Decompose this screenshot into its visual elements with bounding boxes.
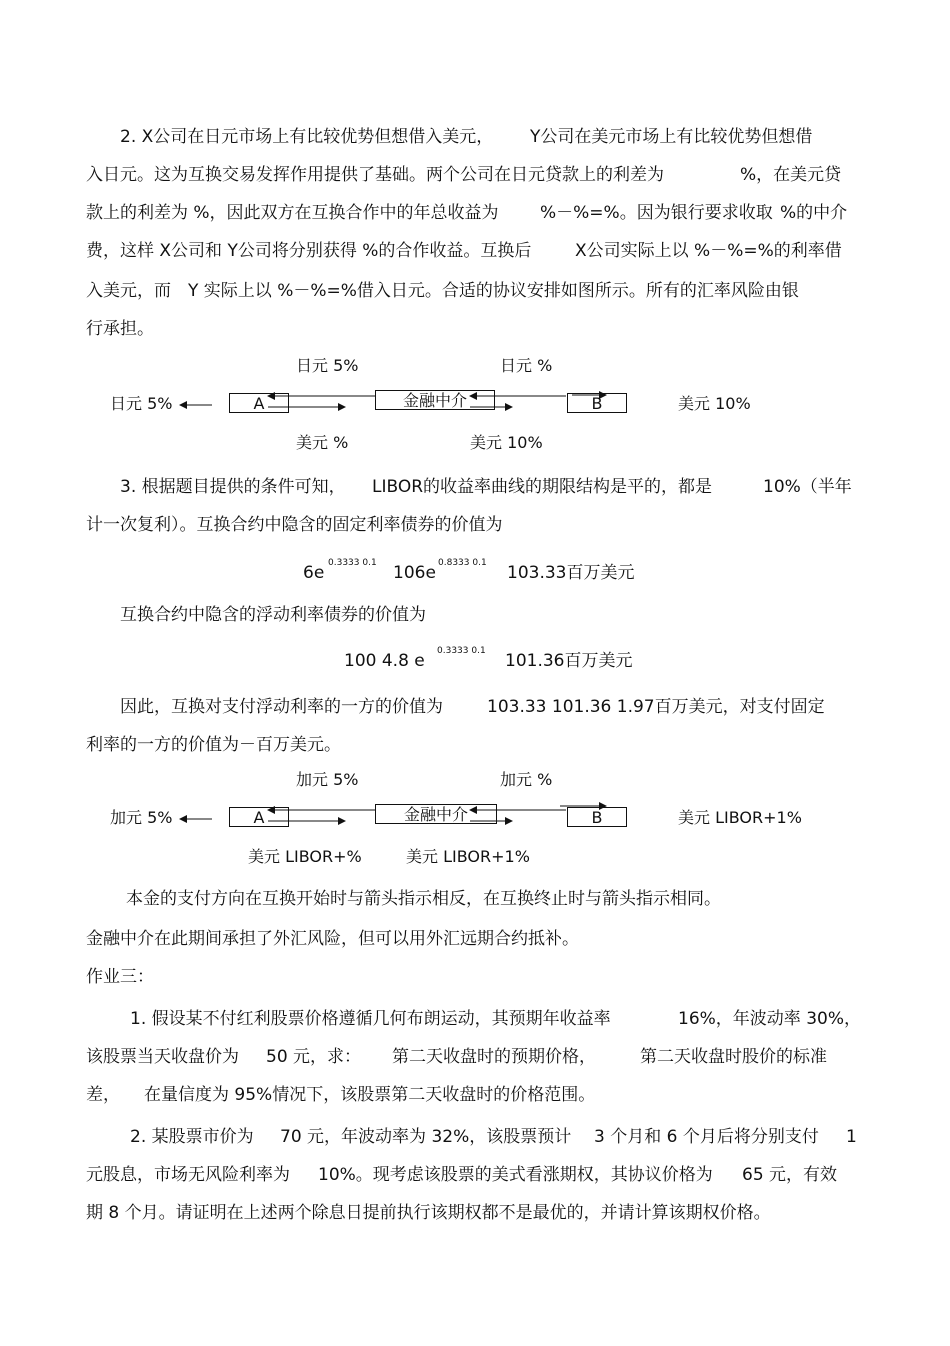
diagram1-bottom-left-label: 美元 %: [296, 433, 349, 452]
diagram1-box-intermediary: 金融中介: [375, 390, 495, 410]
hw2-line1c: 3 个月和 6 个月后将分别支付: [594, 1127, 819, 1147]
equation2-term: 100 4.8 e: [344, 651, 425, 671]
homework-3-title: 作业三：: [86, 967, 154, 987]
hw1-line2d: 第二天收盘时股价的标准: [640, 1047, 827, 1067]
para3-line1b: LIBOR的收益率曲线的期限结构是平的，都是: [372, 477, 713, 497]
diagram2-box-intermediary: 金融中介: [375, 804, 497, 824]
equation1-term1-exponent: 0.3333 0.1: [328, 558, 377, 568]
diagram2-box-b: B: [567, 807, 627, 827]
para3-line4b: 103.33 101.36 1.97百万美元，对支付固定: [487, 697, 825, 717]
diagram1-top-left-label: 日元 5%: [296, 356, 359, 375]
para2-line6: 行承担。: [86, 319, 154, 339]
hw1-line1a: 1. 假设某不付红利股票价格遵循几何布朗运动，其预期年收益率: [130, 1009, 611, 1029]
para2-line5b: Y 实际上以 %－%=%借入日元。合适的协议安排如图所示。所有的汇率风险由银: [188, 281, 799, 301]
diagram2-top-left-label: 加元 5%: [296, 770, 359, 789]
para3-line1c: 10%（半年: [763, 477, 852, 497]
para3-line2: 计一次复利）。互换合约中隐含的固定利率债券的价值为: [86, 515, 503, 535]
note-line1: 本金的支付方向在互换开始时与箭头指示相反，在互换终止时与箭头指示相同。: [126, 889, 721, 909]
equation2-result: 101.36百万美元: [505, 651, 633, 671]
hw1-line3b: 在量信度为 95%情况下，该股票第二天收盘时的价格范围。: [144, 1085, 596, 1105]
diagram2-bottom-right-label: 美元 LIBOR+1%: [406, 847, 530, 866]
hw2-line2c: 65 元，有效: [742, 1165, 838, 1185]
hw2-line1b: 70 元，年波动率为 32%，该股票预计: [280, 1127, 572, 1147]
hw2-line1d: 1: [846, 1127, 857, 1147]
diagram1-bottom-right-label: 美元 10%: [470, 433, 543, 452]
hw1-line2a: 该股票当天收盘价为: [86, 1047, 239, 1067]
hw2-line1a: 2. 某股票市价为: [130, 1127, 254, 1147]
equation1-result: 103.33百万美元: [507, 563, 635, 583]
para2-line5a: 入美元，而: [86, 281, 171, 301]
diagram1-right-label: 美元 10%: [678, 394, 751, 413]
diagram2-top-right-label: 加元 %: [500, 770, 553, 789]
para2-line3a: 款上的利差为 %，因此双方在互换合作中的年总收益为: [86, 203, 499, 223]
equation2-term-exponent: 0.3333 0.1: [437, 646, 486, 656]
hw1-line2c: 第二天收盘时的预期价格，: [392, 1047, 596, 1067]
diagram2-box-a: A: [229, 807, 289, 827]
hw2-line2b: 10%。现考虑该股票的美式看涨期权，其协议价格为: [318, 1165, 713, 1185]
equation1-term2: 106e: [393, 563, 436, 583]
diagram1-box-b: B: [567, 393, 627, 413]
para3-line4a: 因此，互换对支付浮动利率的一方的价值为: [120, 697, 443, 717]
para3-line5: 利率的一方的价值为－百万美元。: [86, 735, 341, 755]
equation1-term1: 6e: [303, 563, 325, 583]
diagram1-left-label: 日元 5%: [110, 394, 173, 413]
hw1-line3a: 差，: [86, 1085, 120, 1105]
para3-line1a: 3. 根据题目提供的条件可知，: [120, 477, 346, 497]
hw1-line1b: 16%，年波动率 30%，: [678, 1009, 861, 1029]
hw1-line2b: 50 元，求：: [266, 1047, 362, 1067]
diagram2-left-label: 加元 5%: [110, 808, 173, 827]
diagram2-bottom-left-label: 美元 LIBOR+%: [248, 847, 362, 866]
para2-line4a: 费，这样 X公司和 Y公司将分别获得 %的合作收益。互换后: [86, 241, 532, 261]
para2-line2b: %，在美元贷: [740, 165, 842, 185]
diagram2-right-label: 美元 LIBOR+1%: [678, 808, 802, 827]
para2-line1b: Y公司在美元市场上有比较优势但想借: [530, 127, 813, 147]
para2-line4b: X公司实际上以 %－%=%的利率借: [575, 241, 842, 261]
para2-line1a: 2. X公司在日元市场上有比较优势但想借入美元，: [120, 127, 494, 147]
para3-line3: 互换合约中隐含的浮动利率债券的价值为: [120, 605, 426, 625]
diagram1-box-a: A: [229, 393, 289, 413]
para2-line2a: 入日元。这为互换交易发挥作用提供了基础。两个公司在日元贷款上的利差为: [86, 165, 664, 185]
note-line2: 金融中介在此期间承担了外汇风险，但可以用外汇远期合约抵补。: [86, 929, 579, 949]
equation1-term2-exponent: 0.8333 0.1: [438, 558, 487, 568]
para2-line3c: %的中介: [780, 203, 848, 223]
hw2-line2a: 元股息，市场无风险利率为: [86, 1165, 290, 1185]
para2-line3b: %－%=%。因为银行要求收取: [540, 203, 773, 223]
hw2-line3: 期 8 个月。请证明在上述两个除息日提前执行该期权都不是最优的，并请计算该期权价格。: [86, 1203, 771, 1223]
diagram1-top-right-label: 日元 %: [500, 356, 553, 375]
